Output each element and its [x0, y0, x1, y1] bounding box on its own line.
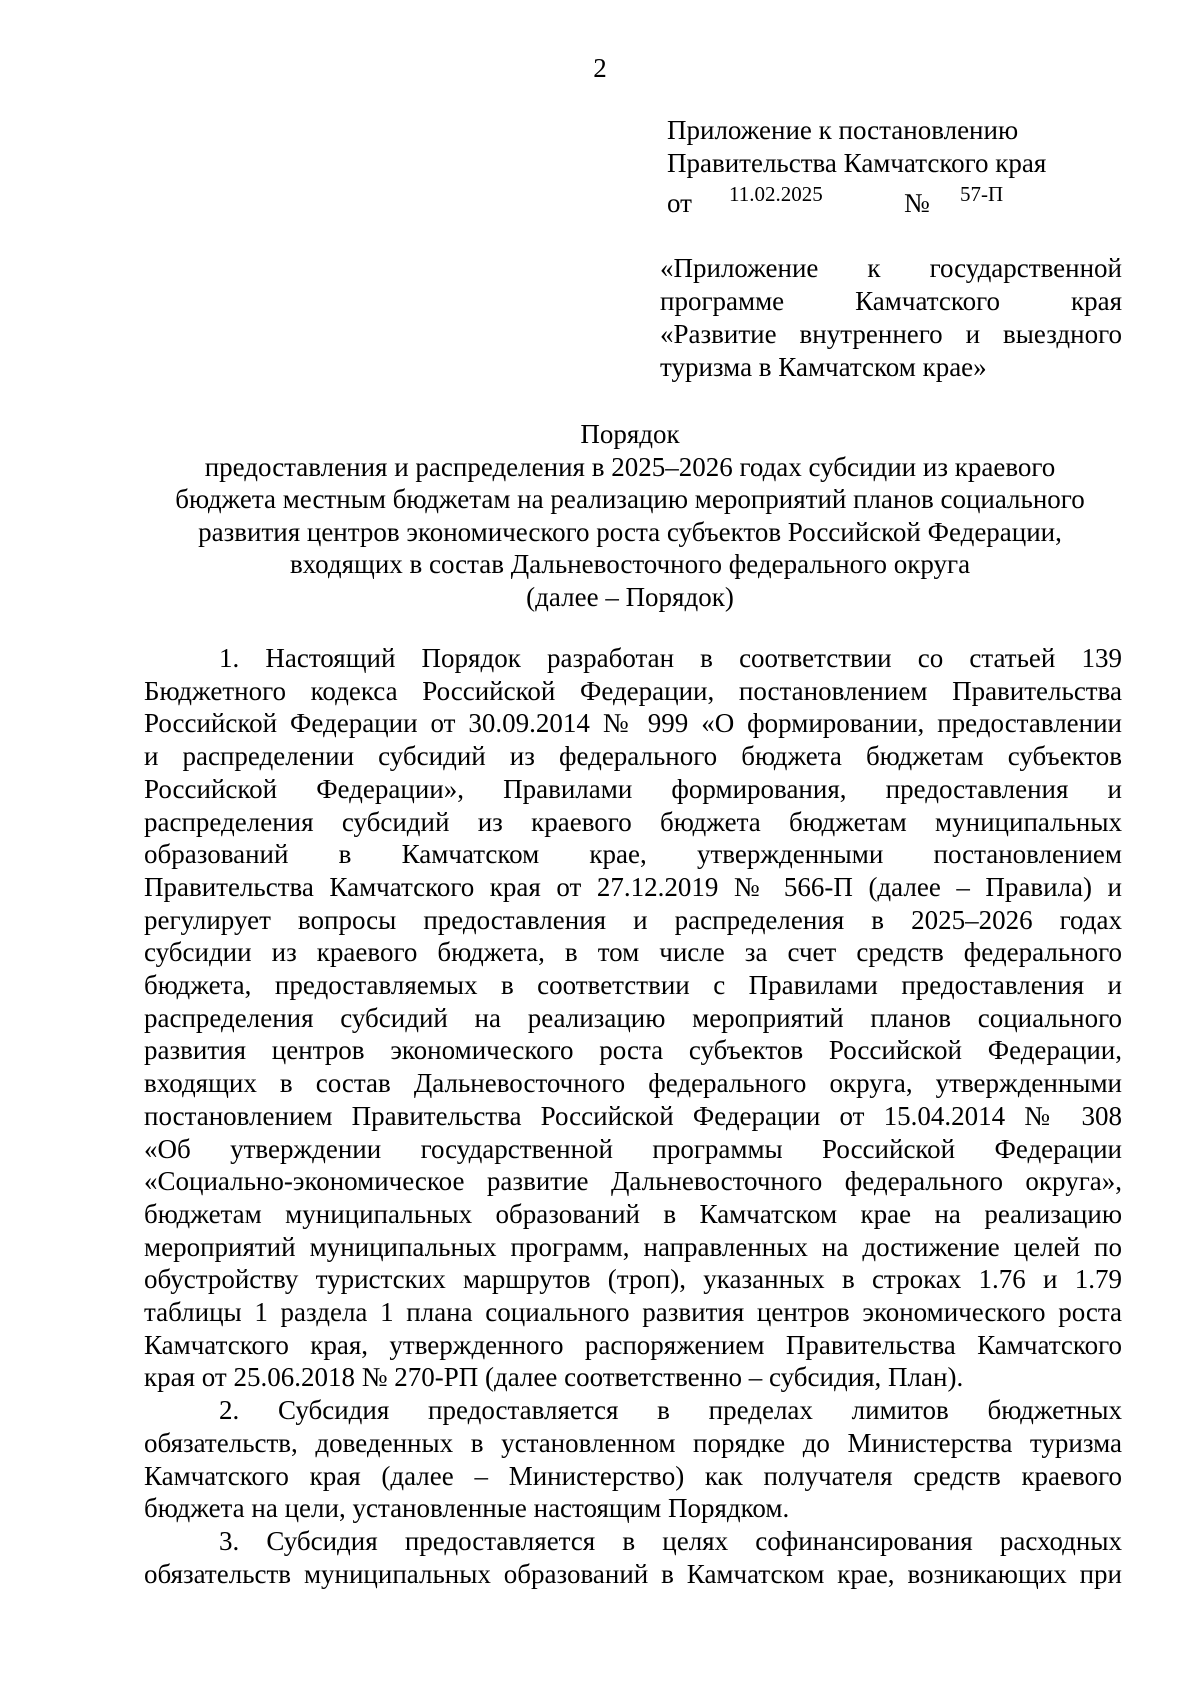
program-attachment-line: «Приложение к государственной [660, 253, 1122, 283]
paragraph-line: таблицы 1 раздела 1 плана социального развития центров экономического роста [144, 1297, 1122, 1328]
program-attachment-line: «Развитие внутреннего и выездного [660, 319, 1122, 349]
paragraph-line: входящих в состав Дальневосточного федерального округа, утвержденными [144, 1068, 1122, 1099]
paragraph-line: обязательств, доведенных в установленном порядке до Министерства туризма [144, 1427, 1122, 1458]
page-number: 2 [593, 53, 607, 83]
paragraph-line: Камчатского края, утвержденного распоряжением Правительства Камчатского [144, 1329, 1122, 1360]
paragraph-line: бюджета, предоставляемых в соответствии с Правилами предоставления и [144, 970, 1122, 1001]
paragraph-line: и распределении субсидий из федерального бюджета бюджетам субъектов [144, 741, 1122, 772]
document-title-line: (далее – Порядок) [526, 581, 734, 612]
paragraph-line: Камчатского края (далее – Министерство) как получателя средств краевого [144, 1460, 1122, 1491]
paragraph-line: обустройству туристских маршрутов (троп), указанных в строках 1.76 и 1.79 [144, 1264, 1122, 1295]
paragraph [144, 1525, 1122, 1590]
document-title-line: Порядок [580, 419, 680, 449]
paragraph [144, 642, 1122, 1394]
document-title-line: бюджета местным бюджетам на реализацию мероприятий планов социального [175, 484, 1085, 514]
paragraph-line: Российской Федерации от 30.09.2014 № 999 «О формировании, предоставлении [144, 708, 1122, 739]
document-title-line: входящих в состав Дальневосточного федерального округа [289, 549, 971, 579]
decree-number-sign: № [904, 188, 930, 218]
paragraph-line: 3. Субсидия предоставляется в целях софинансирования расходных [219, 1525, 1122, 1556]
paragraph-line: 1. Настоящий Порядок разработан в соответствии со статьей 139 [219, 643, 1122, 673]
paragraph-line: обязательств муниципальных образований в Камчатском крае, возникающих при [144, 1558, 1122, 1589]
paragraph-line: распределения субсидий из краевого бюджета бюджетам муниципальных [144, 806, 1122, 837]
decree-attachment-header [667, 114, 1127, 180]
paragraph-line: регулирует вопросы предоставления и распределения в 2025–2026 годах [144, 904, 1122, 935]
paragraph-line: постановлением Правительства Российской Федерации от 15.04.2014 № 308 [144, 1100, 1122, 1131]
paragraph [144, 1394, 1122, 1525]
paragraph-line: мероприятий муниципальных программ, направленных на достижение целей по [144, 1231, 1122, 1262]
program-attachment-line: туризма в Камчатском крае» [660, 352, 987, 382]
paragraph-line: развития центров экономического роста субъектов Российской Федерации, [144, 1035, 1122, 1066]
paragraph-line: 2. Субсидия предоставляется в пределах лимитов бюджетных [219, 1395, 1122, 1426]
paragraph-line: Правительства Камчатского края от 27.12.2019 № 566-П (далее – Правила) и [144, 871, 1122, 902]
decree-attachment-line: Приложение к постановлению [667, 115, 1019, 145]
program-attachment-header [660, 252, 1122, 384]
document-title-line: предоставления и распределения в 2025–2026 годах субсидии из краевого [204, 451, 1056, 482]
decree-date: 11.02.2025 [729, 182, 823, 206]
document-body [144, 642, 1122, 1590]
paragraph-line: края от 25.06.2018 № 270-РП (далее соответственно – субсидия, План). [144, 1362, 964, 1393]
paragraph-line: субсидии из краевого бюджета, в том числе за счет средств федерального [144, 937, 1122, 968]
document-title [140, 418, 1120, 613]
paragraph-line: образований в Камчатском крае, утвержденными постановлением [144, 839, 1122, 870]
program-attachment-line: программе Камчатского края [660, 286, 1122, 316]
paragraph-line: Российской Федерации», Правилами формирования, предоставления и [144, 773, 1122, 804]
decree-number: 57-П [960, 182, 1004, 206]
paragraph-line: бюджетам муниципальных образований в Камчатском крае на реализацию [144, 1198, 1122, 1229]
document-title-line: развития центров экономического роста субъектов Российской Федерации, [198, 516, 1062, 547]
paragraph-line: бюджета на цели, установленные настоящим Порядком. [144, 1493, 790, 1524]
decree-from-label: от [667, 188, 692, 218]
paragraph-line: «Об утверждении государственной программы Российской Федерации [144, 1133, 1122, 1164]
paragraph-line: Бюджетного кодекса Российской Федерации, постановлением Правительства [144, 675, 1122, 706]
decree-date-number-line [667, 182, 1127, 218]
decree-attachment-line: Правительства Камчатского края [667, 148, 1047, 178]
paragraph-line: «Социально-экономическое развитие Дальневосточного федерального округа», [144, 1166, 1122, 1197]
paragraph-line: распределения субсидий на реализацию мероприятий планов социального [144, 1002, 1122, 1033]
